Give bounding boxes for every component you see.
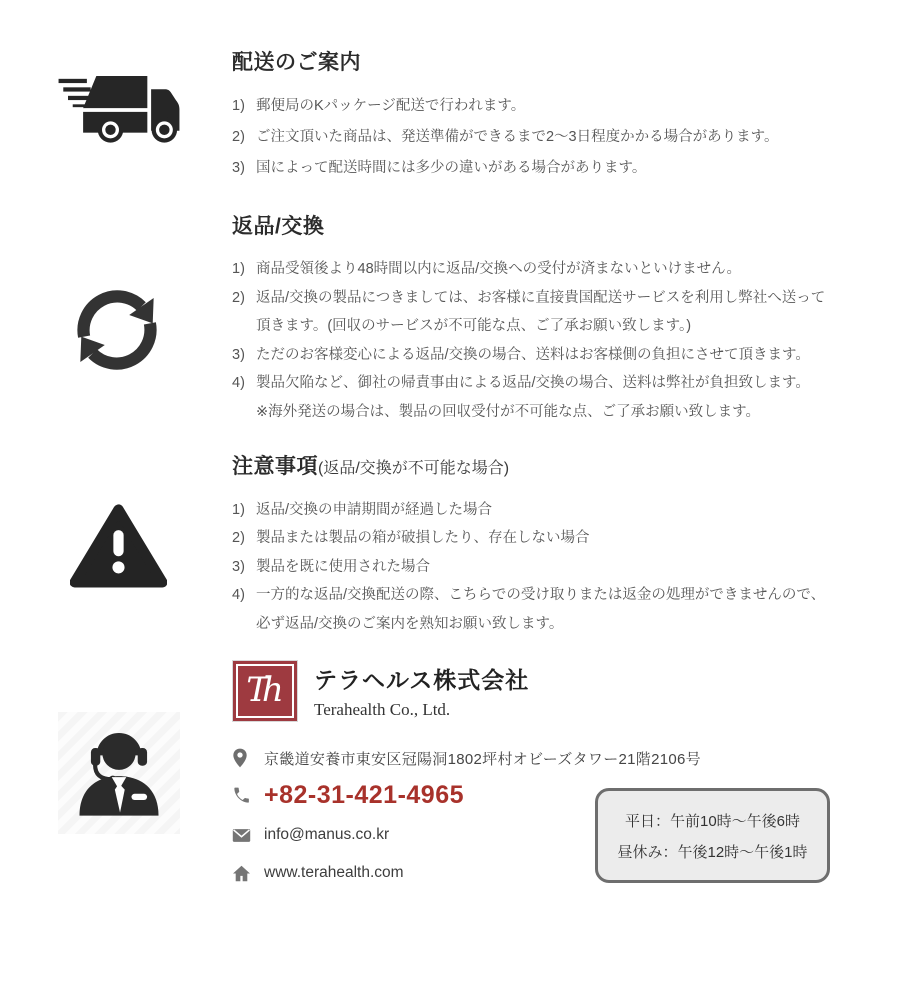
company-section bbox=[0, 660, 900, 894]
company-logo bbox=[232, 660, 298, 722]
notes-list bbox=[232, 496, 864, 639]
company-logo-monogram: Th bbox=[246, 670, 277, 711]
shipping-title: 配送のご案内 bbox=[232, 51, 361, 74]
support-agent-icon bbox=[58, 712, 180, 834]
notes-section bbox=[0, 454, 900, 638]
delivery-truck-icon bbox=[56, 76, 182, 149]
company-email[interactable]: info@manus.co.kr bbox=[264, 826, 390, 844]
company-icon-column bbox=[0, 660, 232, 894]
notes-subtitle: (返品/交換が不可能な場合) bbox=[318, 460, 510, 478]
list-item: 1) 郵便局のKパッケージ配送で行われます。 bbox=[232, 98, 526, 115]
business-hours-box bbox=[595, 788, 830, 883]
location-pin-icon bbox=[232, 747, 264, 769]
shipping-list bbox=[232, 91, 864, 184]
company-header bbox=[232, 660, 900, 722]
returns-title: 返品/交換 bbox=[232, 215, 325, 239]
shipping-content bbox=[232, 50, 900, 184]
company-names bbox=[314, 660, 529, 720]
list-item: 2) 返品/交換の製品につきましては、お客様に直接貴国配送サービスを利用し弊社へ送って bbox=[232, 289, 826, 306]
hours-weekday: 平日：午前10時〜午後6時 bbox=[624, 812, 801, 830]
notes-title: 注意事項(返品/交換が不可能な場合) bbox=[232, 455, 510, 479]
list-item: 4) 一方的な返品/交換配送の際、こちらでの受け取りまたは返金の処理ができませんので、 bbox=[232, 587, 826, 604]
shipping-section bbox=[0, 50, 900, 184]
list-item: 必ず返品/交換のご案内を熟知お願い致します。 bbox=[256, 615, 564, 632]
address-row bbox=[232, 744, 900, 772]
list-item: 3) 国によって配送時間には多少の違いがある場合があります。 bbox=[232, 160, 647, 177]
returns-section bbox=[0, 214, 900, 426]
notes-icon-column bbox=[0, 454, 232, 638]
returns-list bbox=[232, 255, 864, 426]
company-website[interactable]: www.terahealth.com bbox=[264, 864, 404, 882]
list-item: 3) ただのお客様変心による返品/交換の場合、送料はお客様側の負担にさせて頂きます。 bbox=[232, 346, 810, 363]
home-icon bbox=[232, 865, 264, 882]
shipping-icon-column bbox=[0, 50, 232, 184]
warning-triangle-icon bbox=[70, 502, 167, 593]
company-address: 京畿道安養市東安区冠陽洞1802坪村オビーズタワー21階2106号 bbox=[264, 750, 701, 768]
list-item: 1) 商品受領後より48時間以内に返品/交換への受付が済まないといけません。 bbox=[232, 261, 742, 278]
list-item: ※海外発送の場合は、製品の回収受付が不可能な点、ご了承お願い致します。 bbox=[256, 403, 760, 420]
refresh-arrows-icon bbox=[70, 282, 164, 383]
list-item: 頂きます。(回収のサービスが不可能な点、ご了承お願い致します。) bbox=[256, 318, 692, 335]
hours-lunch: 昼休み：午後12時〜午後1時 bbox=[617, 843, 808, 861]
company-name-japanese: テラヘルス株式会社 bbox=[314, 667, 530, 694]
company-name-english: Terahealth Co., Ltd. bbox=[314, 700, 451, 720]
company-phone[interactable]: +82-31-421-4965 bbox=[264, 780, 465, 809]
list-item: 3) 製品を既に使用された場合 bbox=[232, 558, 430, 575]
list-item: 2) 製品または製品の箱が破損したり、存在しない場合 bbox=[232, 530, 590, 547]
notes-content bbox=[232, 454, 900, 638]
list-item: 1) 返品/交換の申請期間が経過した場合 bbox=[232, 501, 493, 518]
list-item: 2) ご注文頂いた商品は、発送準備ができるまで2〜3日程度かかる場合があります。 bbox=[232, 129, 779, 146]
envelope-icon bbox=[232, 828, 264, 843]
returns-icon-column bbox=[0, 214, 232, 426]
list-item: 4) 製品欠陥など、御社の帰責事由による返品/交換の場合、送料は弊社が負担致します。 bbox=[232, 375, 810, 392]
returns-content bbox=[232, 214, 900, 426]
phone-icon bbox=[232, 786, 264, 805]
